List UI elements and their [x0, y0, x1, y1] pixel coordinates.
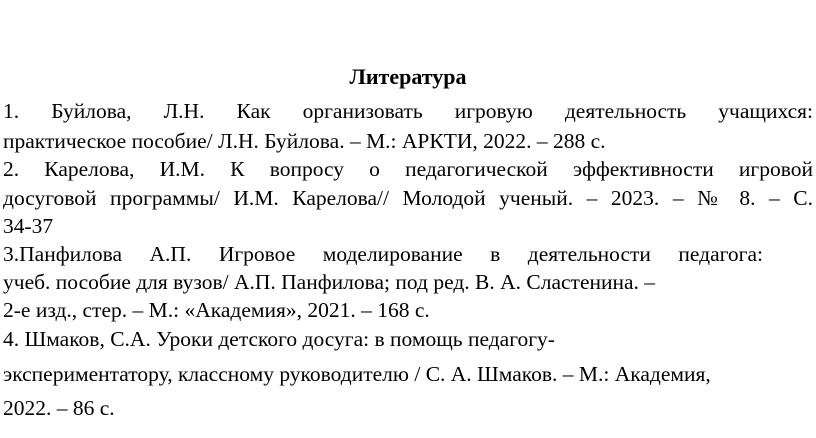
reference-line: экспериментатору, классному руководителю / С. А. Шмаков. – М.: Академия, — [3, 362, 711, 386]
reference-line: 1. Буйлова, Л.Н. Как организовать игровую деятельность учащихся: — [3, 99, 813, 123]
reference-line: досуговой программы/ И.М. Карелова// Молодой ученый. – 2023. – № 8. – С. — [3, 186, 813, 210]
reference-line: практическое пособие/ Л.Н. Буйлова. – М.: АРКТИ, 2022. – 288 с. — [3, 129, 606, 153]
reference-line: учеб. пособие для вузов/ А.П. Панфилова; под ред. В. А. Сластенина. – — [3, 270, 656, 294]
reference-line: 4. Шмаков, С.А. Уроки детского досуга: в помощь педагогу- — [3, 327, 555, 351]
reference-line: 34-37 — [3, 214, 54, 238]
reference-line: 2-е изд., стер. – М.: «Академия», 2021. – 168 с. — [3, 298, 430, 322]
reference-line: 3.Панфилова А.П. Игровое моделирование в деятельности педагога: — [3, 242, 763, 266]
page-title: Литература — [349, 64, 467, 89]
reference-line: 2022. – 86 с. — [3, 396, 115, 420]
reference-line: 2. Карелова, И.М. К вопросу о педагогической эффективности игровой — [3, 157, 813, 181]
